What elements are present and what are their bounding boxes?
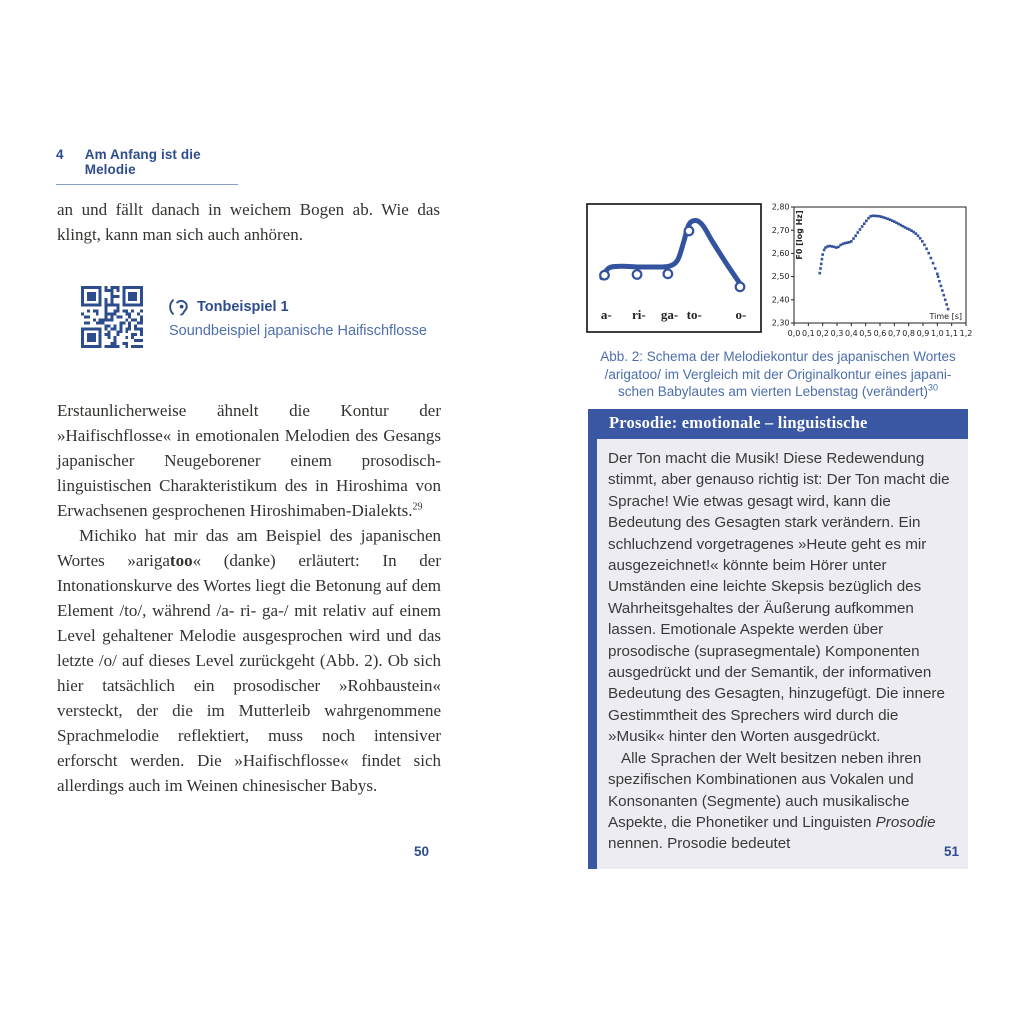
paragraph-2-pre: Michiko hat mir das am Beispiel des japanischen Wortes »ariga xyxy=(57,526,441,570)
qr-code xyxy=(81,286,143,348)
svg-text:2,50: 2,50 xyxy=(771,272,790,282)
page-number-right: 51 xyxy=(944,844,960,859)
caption-line-3-text: schen Babylautes am vierten Lebenstag (verändert) xyxy=(618,384,928,399)
caption-line-1: Abb. 2: Schema der Melodiekontur des japanischen Wortes xyxy=(600,349,956,364)
svg-text:0,7: 0,7 xyxy=(887,329,901,338)
svg-text:0,1: 0,1 xyxy=(801,329,815,338)
svg-text:0,0: 0,0 xyxy=(787,329,801,338)
svg-text:ri-: ri- xyxy=(631,307,646,322)
infobox-paragraph-1: Der Ton macht die Musik! Diese Redewendung stimmt, aber genauso richtig ist: Der Ton macht die Sprache! Wie etwas gesagt wird, kann die Bedeutung des Gesagten stark verändern. Ein schluchzend vorgetragenes »Heute geht es mir ausgezeichnet!« könnte beim Hörer unter Umständen eine leichte Skepsis bezüglich des Wahrheitsgehaltes der Äußerung aufkommen lassen. Emotionale Aspekte werden über prosodische (suprasegmentale) Komponenten ausgedrückt und der Semantik, der informativen Bedeutung des Gesagten, hinzugefügt. Die innere Gestimmtheit des Sprechers wird durch die »Musik« hinter den Worten ausgedrückt. xyxy=(608,450,950,746)
audio-example-subtitle: Soundbeispiel japanische Haifischflosse xyxy=(169,323,427,339)
intro-paragraph-text: an und fällt danach in weichem Bogen ab. Wie das klingt, kann man sich auch anhören. xyxy=(57,200,440,244)
svg-text:0,9: 0,9 xyxy=(916,329,930,338)
f0-contour-chart xyxy=(766,194,972,346)
svg-text:o-: o- xyxy=(735,307,747,322)
paragraph-michiko xyxy=(57,523,441,798)
svg-text:0,3: 0,3 xyxy=(830,329,844,338)
melody-schema-chart xyxy=(586,203,762,333)
caption-line-3 xyxy=(586,383,970,401)
chapter-number: 4 xyxy=(56,147,64,162)
svg-text:a-: a- xyxy=(600,307,612,322)
svg-text:ga-: ga- xyxy=(660,307,679,322)
svg-text:0,8: 0,8 xyxy=(902,329,916,338)
svg-text:Time [s]: Time [s] xyxy=(929,312,962,321)
svg-text:2,70: 2,70 xyxy=(771,225,790,235)
svg-text:0,2: 0,2 xyxy=(816,329,830,338)
chapter-title: Am Anfang ist die Melodie xyxy=(84,147,201,177)
intro-paragraph xyxy=(57,197,440,247)
prosody-infobox xyxy=(588,409,968,869)
svg-text:1,1: 1,1 xyxy=(945,329,959,338)
footnote-ref-29: 29 xyxy=(412,501,423,513)
infobox-paragraph-2-pre: Alle Sprachen der Welt besitzen neben ihren spezifischen Kombinationen aus Vokalen und Konsonanten (Segmente) auch musikalische Aspekte, die Phonetiker und Linguisten xyxy=(608,749,922,831)
svg-text:to-: to- xyxy=(686,307,702,322)
paragraph-1-text: Erstaunlicherweise ähnelt die Kontur der »Haifischflosse« in emotionalen Melodien des Gesangs japanischer Neugeborener einem prosodisch-linguistischen Charakteristikum des in Hiroshima von Erwachsenen gesprochenen Hiroshimaben-Dialekts. xyxy=(57,401,441,520)
svg-text:0,6: 0,6 xyxy=(873,329,887,338)
infobox-paragraph-2-post: nennen. Prosodie bedeutet xyxy=(608,835,791,853)
infobox-body xyxy=(597,439,968,869)
svg-text:1,2: 1,2 xyxy=(959,329,972,338)
svg-text:2,80: 2,80 xyxy=(771,202,790,212)
audio-example-title: Tonbeispiel 1 xyxy=(197,299,289,315)
infobox-paragraph-2 xyxy=(608,748,955,855)
figure-caption xyxy=(586,348,970,401)
svg-text:0,5: 0,5 xyxy=(859,329,873,338)
svg-text:F0 [log Hz]: F0 [log Hz] xyxy=(795,210,804,260)
svg-text:2,60: 2,60 xyxy=(771,249,790,258)
infobox-paragraph-2-italic: Prosodie xyxy=(875,813,936,831)
svg-text:2,30: 2,30 xyxy=(771,318,790,328)
paragraph-haifischflosse xyxy=(57,398,441,523)
listening-ear-icon xyxy=(168,296,192,320)
chapter-header xyxy=(56,147,238,185)
svg-text:0,4: 0,4 xyxy=(844,329,858,338)
main-text xyxy=(57,398,441,798)
svg-text:1,0: 1,0 xyxy=(930,329,944,338)
footnote-ref-30: 30 xyxy=(927,382,938,393)
page-number-left: 50 xyxy=(414,844,430,859)
infobox-header: Prosodie: emotionale – linguistische xyxy=(597,409,968,439)
svg-text:2,40: 2,40 xyxy=(771,295,790,305)
caption-line-2: /arigatoo/ im Vergleich mit der Originalkontur eines japani- xyxy=(604,366,952,382)
paragraph-2-post: « (danke) erläutert: In der Intonationskurve des Wortes liegt die Betonung auf dem Element /to/, während /a- ri- ga-/ mit relativ auf einem Level gehaltener Melodie ausgesprochen wird und das letzte /o/ auf dieses Level zurückgeht (Abb. 2). Ob sich hier tatsächlich ein prosodischer »Rohbaustein« versteckt, der die im Mutterleib wahrgenommene Sprachmelodie reflektiert, muss noch intensiver erforscht werden. Die »Haifischflosse« findet sich allerdings auch im Weinen chinesischer Babys. xyxy=(57,551,441,795)
paragraph-2-bold: too xyxy=(169,551,193,570)
